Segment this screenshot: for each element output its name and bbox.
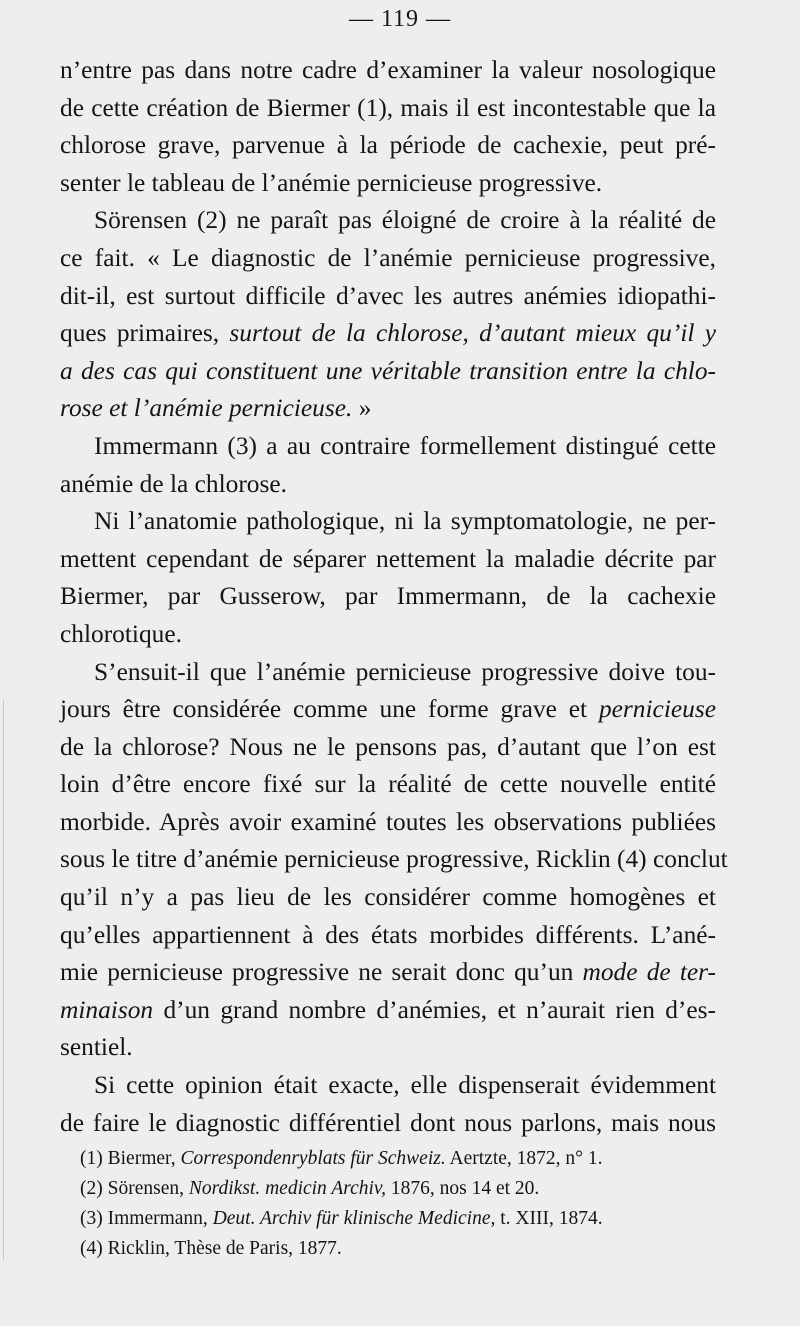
text-line-mixed xyxy=(60,315,716,353)
footnote-4 xyxy=(80,1234,716,1264)
text-line: Immermann (3) a au contraire formellement distingué cette xyxy=(94,431,716,460)
footnote-number: (2) xyxy=(80,1178,103,1199)
text-line-mixed xyxy=(60,992,716,1030)
paragraph-1 xyxy=(60,52,716,202)
footnote-author: Sörensen, xyxy=(107,1178,189,1199)
text-line-mixed xyxy=(60,691,716,729)
plain-text: ques primaires, xyxy=(60,319,230,348)
paragraph-3 xyxy=(60,428,716,503)
text-line: Biermer, par Gusserow, par Immermann, de la cachexie xyxy=(60,582,716,611)
footnote-3 xyxy=(80,1204,716,1234)
text-line: sentiel. xyxy=(60,1033,133,1062)
italic-text: mode de ter- xyxy=(582,958,716,987)
footnote-title: Correspondenryblats für Schweiz. xyxy=(180,1148,446,1169)
footnote-1 xyxy=(80,1144,716,1174)
text-line: chlorose grave, parvenue à la période de cachexie, peut pré- xyxy=(60,131,716,160)
text-line: Sörensen (2) ne paraît pas éloigné de croire à la réalité de xyxy=(94,206,716,235)
text-line: Ni l’anatomie pathologique, ni la symptomatologie, ne per- xyxy=(94,507,716,536)
text-line: S’ensuit-il que l’anémie pernicieuse progressive doive tou- xyxy=(94,657,716,686)
paragraph-2 xyxy=(60,202,716,428)
page-edge-shadow xyxy=(3,700,4,1260)
footnote-number: (1) xyxy=(80,1148,103,1169)
italic-text: surtout de la chlorose, d’autant mieux qu’il y xyxy=(229,319,717,348)
text-line: qu’il n’y a pas lieu de les considérer comme homogènes et xyxy=(60,883,716,912)
italic-text: pernicieuse xyxy=(598,695,716,724)
text-line: qu’elles appartiennent à des états morbides différents. L’ané- xyxy=(60,920,716,949)
text-line: de la chlorose? Nous ne le pensons pas, d’autant que l’on est xyxy=(60,732,716,761)
footnote-author: Biermer, xyxy=(107,1148,181,1169)
text-line: senter le tableau de l’anémie pernicieuse progressive. xyxy=(60,168,603,197)
text-line: n’entre pas dans notre cadre d’examiner la valeur nosologique xyxy=(60,56,716,84)
text-line-mixed xyxy=(60,954,716,992)
paragraph-6 xyxy=(60,1067,716,1142)
plain-text: d’un grand nombre d’anémies, et n’aurait rien d’es- xyxy=(153,995,716,1024)
text-line: sous le titre d’anémie pernicieuse progressive, Ricklin (4) conclut xyxy=(60,845,728,874)
text-line: chlorotique. xyxy=(60,619,182,648)
footnote-details: Aertzte, 1872, n° 1. xyxy=(445,1148,603,1169)
footnote-details: 1876, nos 14 et 20. xyxy=(386,1178,540,1199)
footnote-number: (3) xyxy=(80,1208,103,1229)
plain-text: mie pernicieuse progressive ne serait donc qu’un xyxy=(60,958,583,987)
footnotes xyxy=(80,1144,716,1264)
text-line: de faire le diagnostic différentiel dont nous parlons, mais nous xyxy=(60,1108,716,1137)
paragraph-5 xyxy=(60,654,728,1068)
paragraph-4 xyxy=(60,503,716,653)
text-line-mixed xyxy=(60,390,716,428)
body-text xyxy=(60,52,728,1142)
plain-text: jours être considérée comme une forme grave et xyxy=(60,695,599,724)
footnote-author: Immermann, xyxy=(107,1208,213,1229)
text-line: dit-il, est surtout difficile d’avec les autres anémies idiopathi- xyxy=(60,281,716,310)
text-line: morbide. Après avoir examiné toutes les observations publiées xyxy=(60,807,716,836)
italic-text: minaison xyxy=(60,995,154,1024)
footnote-2 xyxy=(80,1174,716,1204)
text-line: ce fait. « Le diagnostic de l’anémie pernicieuse progressive, xyxy=(60,243,716,272)
text-line-mixed xyxy=(60,353,716,391)
footnote-number: (4) xyxy=(80,1238,103,1259)
footnote-title: Nordikst. medicin Archiv, xyxy=(188,1178,387,1199)
plain-text: » xyxy=(352,394,372,423)
italic-text: rose et l’anémie pernicieuse. xyxy=(60,394,353,423)
text-line: Si cette opinion était exacte, elle dispenserait évidemment xyxy=(94,1071,716,1100)
footnote-details: t. XIII, 1874. xyxy=(495,1208,603,1229)
text-line: de cette création de Biermer (1), mais il est incontestable que la xyxy=(60,93,716,122)
page-number: — 119 — xyxy=(348,6,452,32)
footnote-author: Ricklin, Thèse de Paris, 1877. xyxy=(107,1238,342,1259)
text-line: mettent cependant de séparer nettement la maladie décrite par xyxy=(60,544,716,573)
footnote-title: Deut. Archiv für klinische Medicine, xyxy=(212,1208,496,1229)
text-line: loin d’être encore fixé sur la réalité de cette nouvelle entité xyxy=(60,770,716,799)
italic-text: a des cas qui constituent une véritable transition entre la chlo- xyxy=(60,356,716,385)
text-line: anémie de la chlorose. xyxy=(60,469,288,498)
